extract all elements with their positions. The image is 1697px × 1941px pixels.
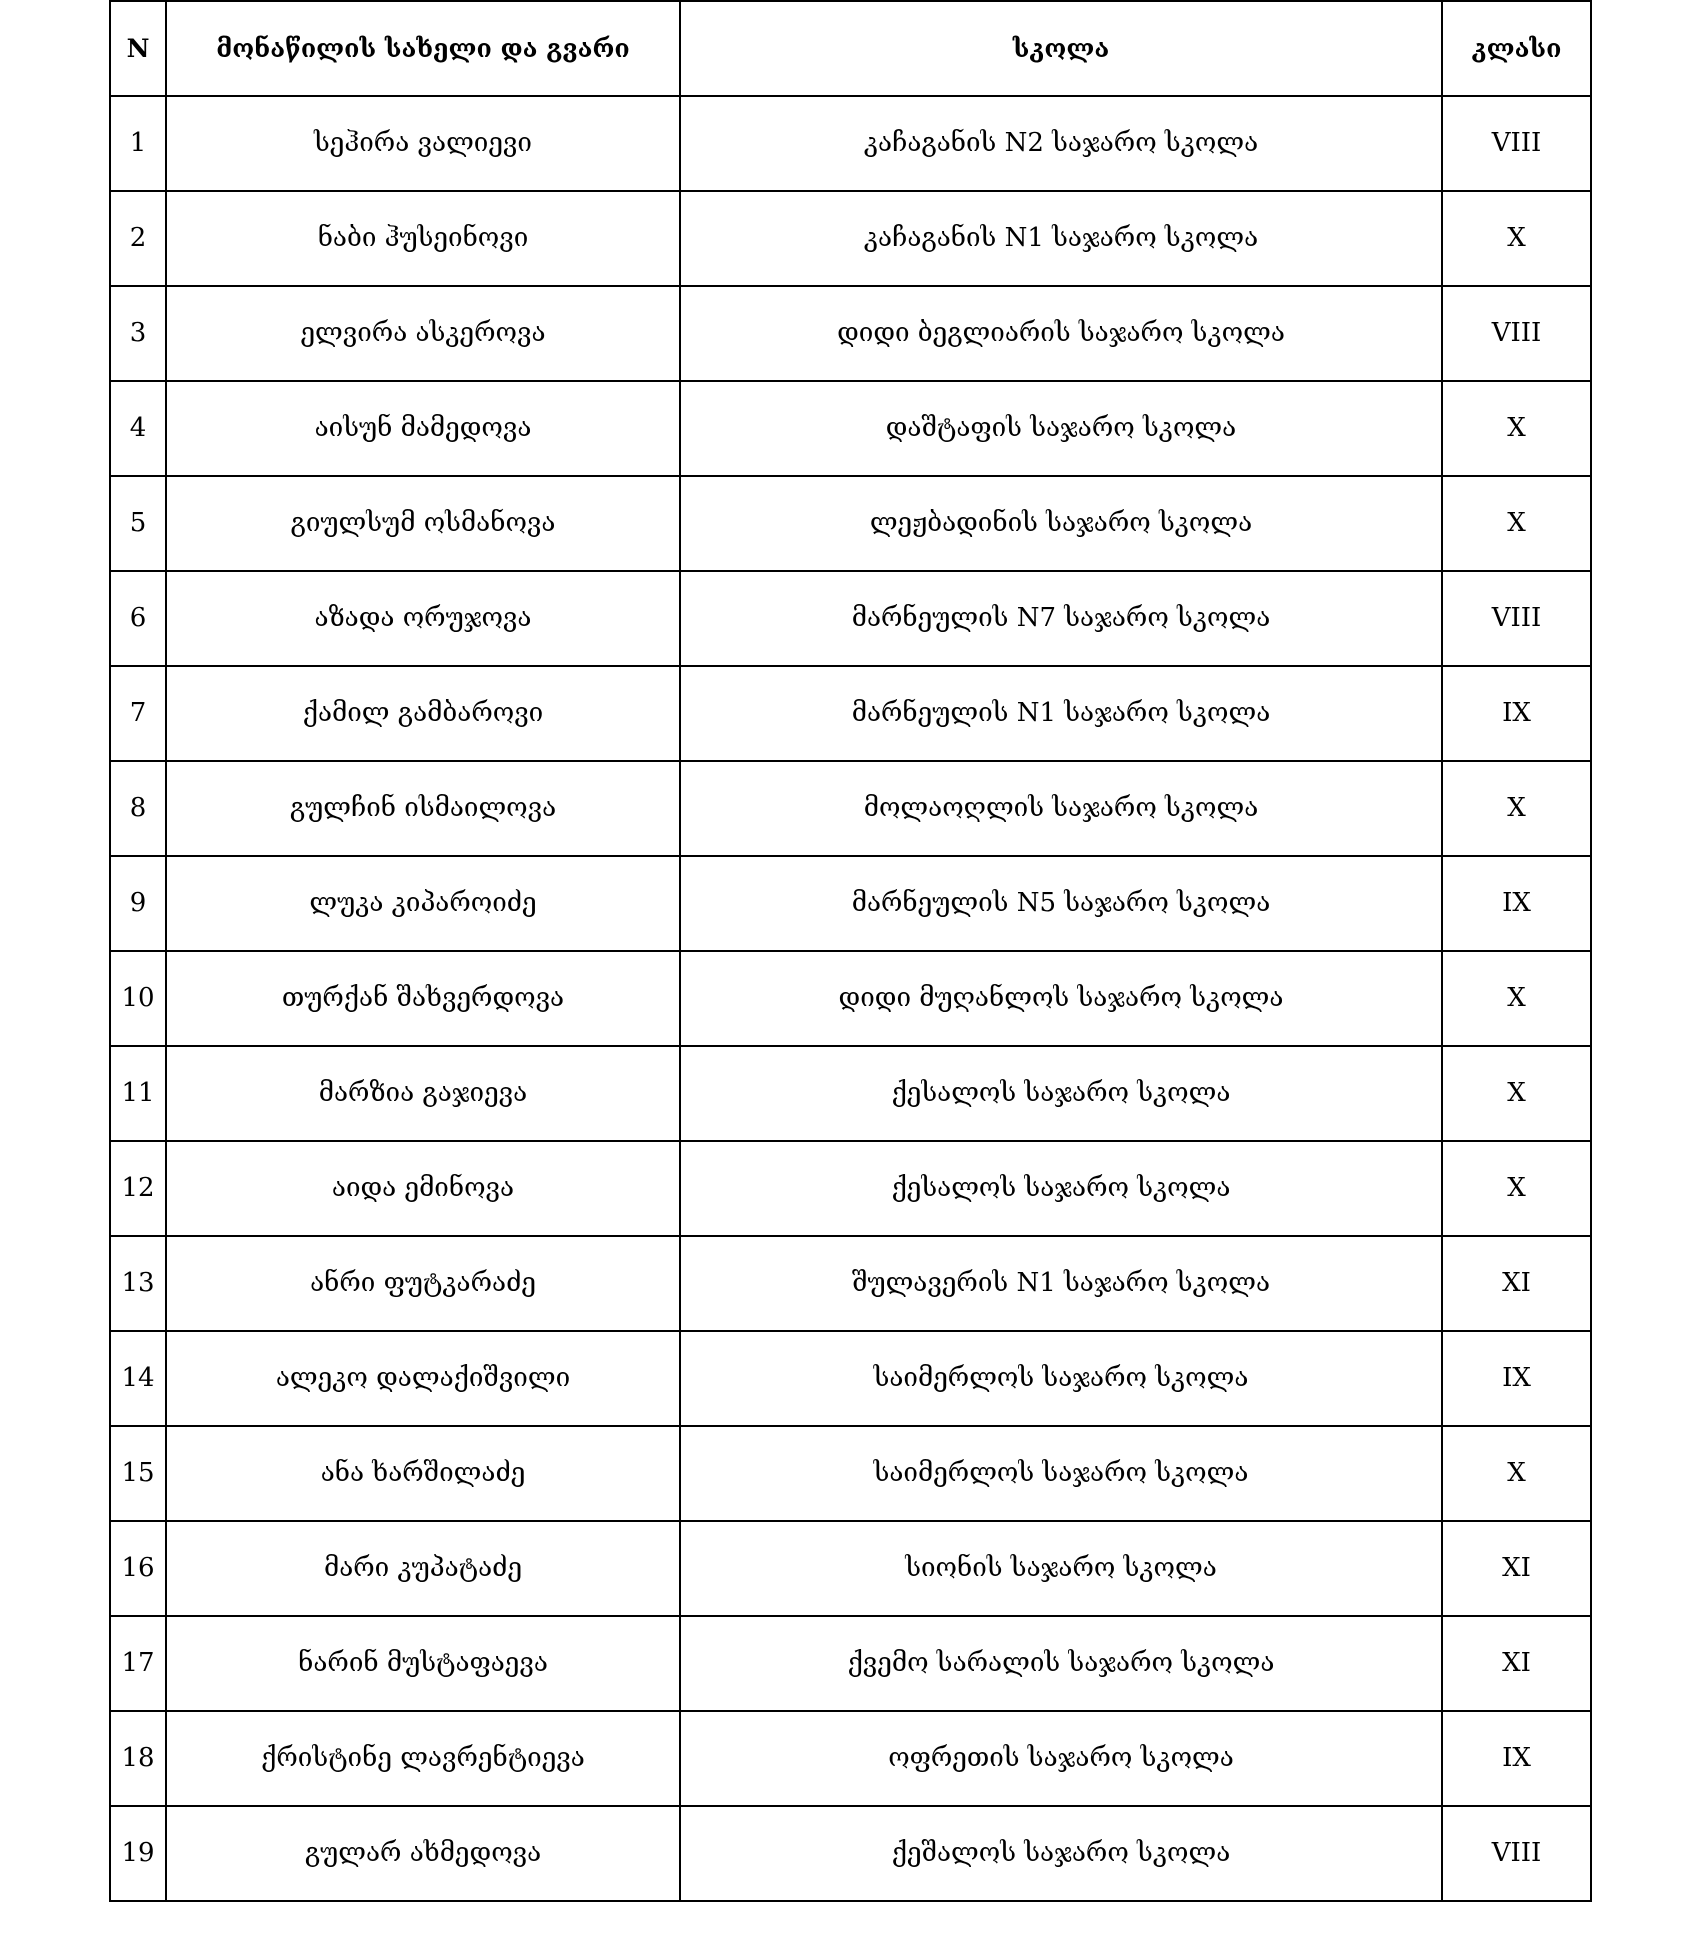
table-row	[110, 96, 1591, 191]
cell-name: გულჩინ ისმაილოვა	[166, 761, 680, 856]
cell-number: 6	[110, 571, 166, 666]
cell-school: ოფრეთის საჯარო სკოლა	[680, 1711, 1442, 1806]
cell-grade: VIII	[1442, 571, 1591, 666]
cell-school: მარნეულის N5 საჯარო სკოლა	[680, 856, 1442, 951]
cell-number: 2	[110, 191, 166, 286]
cell-number: 7	[110, 666, 166, 761]
cell-number: 1	[110, 96, 166, 191]
cell-grade: IX	[1442, 1331, 1591, 1426]
cell-grade: X	[1442, 1426, 1591, 1521]
cell-number: 10	[110, 951, 166, 1046]
cell-school: დიდი ბეგლიარის საჯარო სკოლა	[680, 286, 1442, 381]
cell-name: გულარ ახმედოვა	[166, 1806, 680, 1901]
cell-name: ნარინ მუსტაფაევა	[166, 1616, 680, 1711]
cell-school: ლეჟბადინის საჯარო სკოლა	[680, 476, 1442, 571]
cell-name: ანა ხარშილაძე	[166, 1426, 680, 1521]
table-row	[110, 571, 1591, 666]
table-row	[110, 761, 1591, 856]
cell-number: 17	[110, 1616, 166, 1711]
cell-school: საიმერლოს საჯარო სკოლა	[680, 1426, 1442, 1521]
cell-grade: VIII	[1442, 96, 1591, 191]
cell-grade: XI	[1442, 1616, 1591, 1711]
table-row	[110, 1331, 1591, 1426]
cell-name: აისუნ მამედოვა	[166, 381, 680, 476]
table-row	[110, 476, 1591, 571]
cell-grade: XI	[1442, 1521, 1591, 1616]
cell-name: ქრისტინე ლავრენტიევა	[166, 1711, 680, 1806]
table-row	[110, 666, 1591, 761]
cell-grade: XI	[1442, 1236, 1591, 1331]
table-row	[110, 1236, 1591, 1331]
cell-grade: IX	[1442, 666, 1591, 761]
cell-school: სიონის საჯარო სკოლა	[680, 1521, 1442, 1616]
table-row	[110, 856, 1591, 951]
participants-table	[109, 0, 1592, 1902]
cell-name: აიდა ემინოვა	[166, 1141, 680, 1236]
cell-name: ანრი ფუტკარაძე	[166, 1236, 680, 1331]
table-row	[110, 191, 1591, 286]
cell-name: გიულსუმ ოსმანოვა	[166, 476, 680, 571]
cell-number: 12	[110, 1141, 166, 1236]
cell-grade: VIII	[1442, 1806, 1591, 1901]
cell-name: ელვირა ასკეროვა	[166, 286, 680, 381]
cell-grade: IX	[1442, 856, 1591, 951]
cell-school: მოლაოღლის საჯარო სკოლა	[680, 761, 1442, 856]
cell-school: საიმერლოს საჯარო სკოლა	[680, 1331, 1442, 1426]
cell-number: 11	[110, 1046, 166, 1141]
cell-number: 5	[110, 476, 166, 571]
table-header-row	[110, 1, 1591, 96]
cell-name: აზადა ორუჯოვა	[166, 571, 680, 666]
table-row	[110, 1806, 1591, 1901]
cell-school: კაჩაგანის N1 საჯარო სკოლა	[680, 191, 1442, 286]
cell-number: 19	[110, 1806, 166, 1901]
cell-name: თურქან შახვერდოვა	[166, 951, 680, 1046]
cell-name: მარზია გაჯიევა	[166, 1046, 680, 1141]
cell-grade: X	[1442, 1141, 1591, 1236]
cell-number: 3	[110, 286, 166, 381]
cell-number: 14	[110, 1331, 166, 1426]
header-name: მონაწილის სახელი და გვარი	[166, 1, 680, 96]
cell-school: დიდი მუღანლოს საჯარო სკოლა	[680, 951, 1442, 1046]
cell-school: ქვემო სარალის საჯარო სკოლა	[680, 1616, 1442, 1711]
cell-grade: IX	[1442, 1711, 1591, 1806]
cell-name: ალეკო დალაქიშვილი	[166, 1331, 680, 1426]
cell-grade: X	[1442, 381, 1591, 476]
cell-number: 9	[110, 856, 166, 951]
cell-grade: X	[1442, 1046, 1591, 1141]
cell-grade: X	[1442, 476, 1591, 571]
table-row	[110, 1616, 1591, 1711]
cell-grade: X	[1442, 951, 1591, 1046]
cell-school: ქეშალოს საჯარო სკოლა	[680, 1806, 1442, 1901]
table-body	[110, 96, 1591, 1901]
cell-school: დაშტაფის საჯარო სკოლა	[680, 381, 1442, 476]
cell-school: კაჩაგანის N2 საჯარო სკოლა	[680, 96, 1442, 191]
cell-number: 16	[110, 1521, 166, 1616]
cell-school: შულავერის N1 საჯარო სკოლა	[680, 1236, 1442, 1331]
cell-name: ქამილ გამბაროვი	[166, 666, 680, 761]
cell-number: 13	[110, 1236, 166, 1331]
cell-grade: VIII	[1442, 286, 1591, 381]
cell-school: ქესალოს საჯარო სკოლა	[680, 1046, 1442, 1141]
cell-name: მარი კუპატაძე	[166, 1521, 680, 1616]
cell-school: მარნეულის N1 საჯარო სკოლა	[680, 666, 1442, 761]
cell-grade: X	[1442, 191, 1591, 286]
cell-number: 8	[110, 761, 166, 856]
header-grade: კლასი	[1442, 1, 1591, 96]
header-school: სკოლა	[680, 1, 1442, 96]
table-row	[110, 1521, 1591, 1616]
table-row	[110, 1141, 1591, 1236]
table-row	[110, 1046, 1591, 1141]
table-row	[110, 1426, 1591, 1521]
table-row	[110, 1711, 1591, 1806]
cell-school: მარნეულის N7 საჯარო სკოლა	[680, 571, 1442, 666]
cell-name: სეჰირა ვალიევი	[166, 96, 680, 191]
cell-grade: X	[1442, 761, 1591, 856]
table-row	[110, 286, 1591, 381]
cell-number: 15	[110, 1426, 166, 1521]
cell-school: ქესალოს საჯარო სკოლა	[680, 1141, 1442, 1236]
cell-number: 18	[110, 1711, 166, 1806]
table-row	[110, 951, 1591, 1046]
table-row	[110, 381, 1591, 476]
header-number: N	[110, 1, 166, 96]
cell-name: ლუკა კიპაროიძე	[166, 856, 680, 951]
cell-number: 4	[110, 381, 166, 476]
cell-name: ნაბი ჰუსეინოვი	[166, 191, 680, 286]
